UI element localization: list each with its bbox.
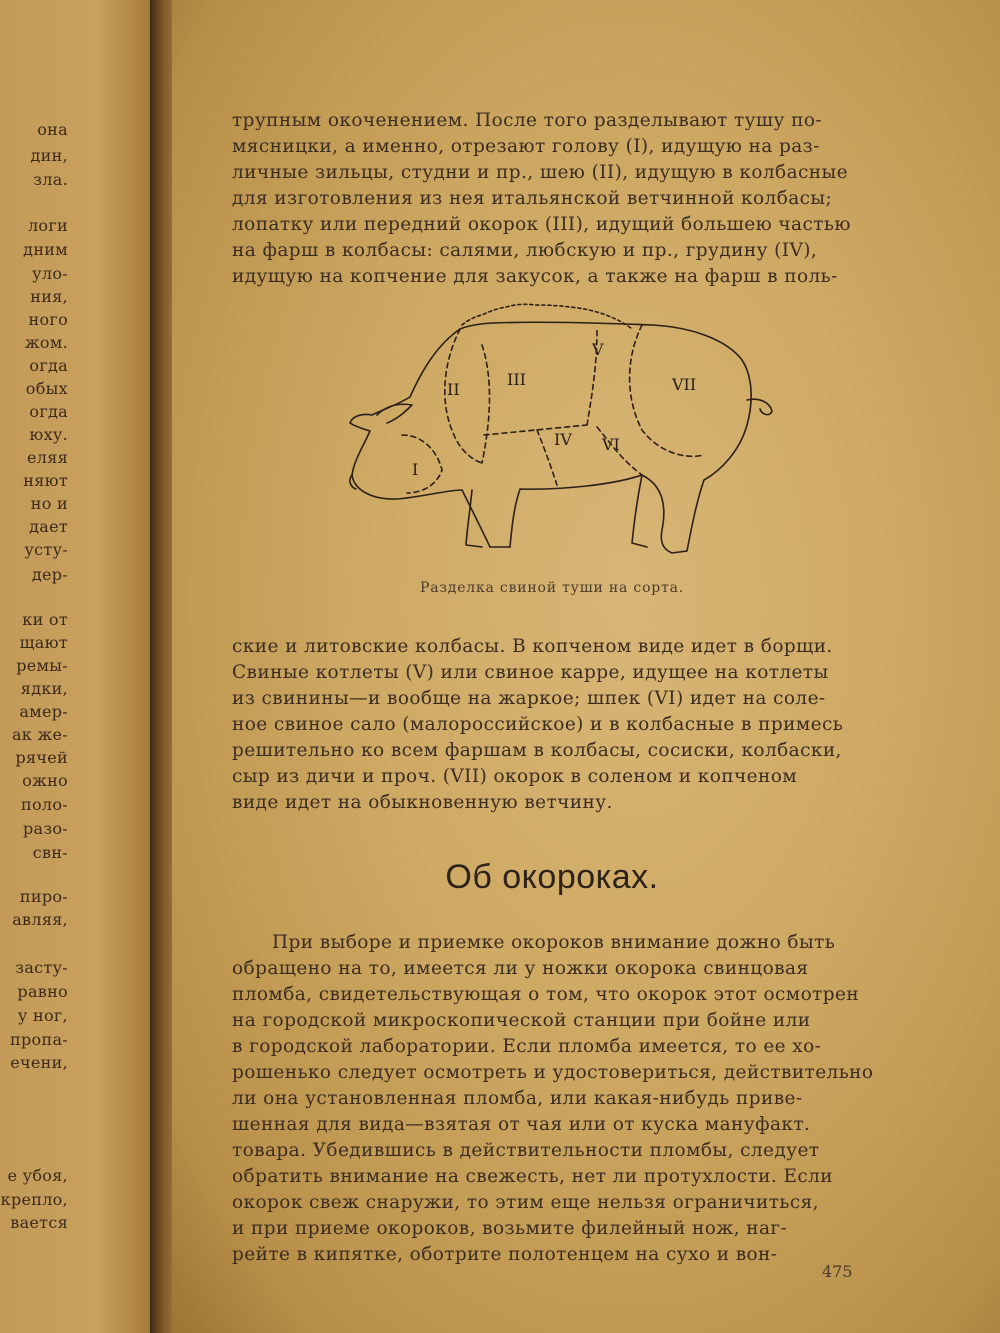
left-fragment: юху.	[29, 425, 68, 444]
text-line: рошенько следует осмотреть и удостовериться, действительно	[232, 1062, 874, 1083]
left-fragment: вается	[10, 1213, 68, 1232]
cut-label-i: I	[412, 460, 419, 479]
left-fragment: логи	[27, 216, 68, 235]
left-fragment: е убоя,	[7, 1166, 68, 1185]
left-fragment: ния,	[30, 287, 68, 306]
left-fragment: ожно	[22, 771, 68, 790]
left-fragment: ки от	[22, 610, 68, 629]
text-line: рейте в кипятке, оботрите полотенцем на сухо и вон-	[232, 1244, 778, 1265]
left-fragment: еляя	[26, 448, 68, 467]
left-fragment: амер-	[19, 702, 68, 721]
left-fragment: обых	[25, 379, 68, 398]
text-line: товара. Убедившись в действительности пломбы, следует	[232, 1140, 820, 1161]
left-fragment: засту-	[15, 958, 68, 977]
left-fragment: дер-	[31, 565, 68, 584]
left-fragment: ядки,	[20, 679, 68, 698]
left-fragment: ремы-	[16, 656, 68, 675]
cut-label-iv: IV	[554, 430, 572, 449]
left-page	[0, 0, 160, 1333]
left-fragment: дин,	[30, 146, 68, 165]
text-line: из свинины—и вообще на жаркое; шпек (VI) идет на соле-	[232, 688, 826, 709]
left-fragment: огда	[29, 356, 68, 375]
cut-label-vi: VI	[602, 435, 620, 454]
left-fragment: ного	[28, 310, 68, 329]
text-line: виде идет на обыкновенную ветчину.	[232, 792, 613, 813]
pig-body-outline	[350, 322, 751, 553]
text-line: обращено на то, имеется ли у ножки окорока свинцовая	[232, 958, 809, 979]
cut-label-ii: II	[447, 380, 460, 399]
text-line: При выборе и приемке окороков внимание дожно быть	[272, 932, 836, 953]
text-line: обратить внимание на свежесть, нет ли протухлости. Если	[232, 1166, 833, 1187]
left-fragment: разо-	[22, 819, 68, 838]
left-fragment: жом.	[24, 333, 68, 352]
cut-label-iii: III	[507, 370, 526, 389]
text-line: сыр из дичи и проч. (VII) окорок в соленом и копченом	[232, 766, 798, 787]
left-fragment: щают	[19, 633, 68, 652]
text-line: ли она установленная пломба, или какая-нибудь приве-	[232, 1088, 803, 1109]
left-fragment: усту-	[24, 540, 68, 559]
left-fragment: но и	[30, 494, 68, 513]
text-line: и при приеме окороков, возьмите филейный нож, наг-	[232, 1218, 788, 1239]
left-fragment: поло-	[21, 795, 68, 814]
left-fragment: она	[37, 120, 68, 139]
left-fragment: равно	[17, 982, 68, 1001]
section-heading: Об окороках.	[445, 858, 659, 896]
text-line: ное свиное сало (малороссийское) и в колбасные в примесь	[232, 714, 844, 735]
cut-label-vii: VII	[672, 375, 697, 394]
text-line: идущую на копчение для закусок, а также на фарш в поль-	[232, 266, 838, 287]
left-fragment: ечени,	[10, 1053, 68, 1072]
text-line: шенная для вида—взятая от чая или от куска мануфакт.	[232, 1114, 811, 1135]
left-fragment: рячей	[15, 748, 68, 767]
text-line: для изготовления из нея итальянской ветчинной колбасы;	[232, 188, 833, 209]
bristles	[462, 304, 632, 329]
left-fragment: няют	[23, 471, 68, 490]
left-fragment: у ног,	[17, 1006, 68, 1025]
left-fragment: авляя,	[12, 910, 68, 929]
right-page	[172, 0, 1000, 1333]
text-line: на фарш в колбасы: салями, любскую и пр., грудину (IV),	[232, 240, 818, 261]
text-line: мясницки, а именно, отрезают голову (I), идущую на раз-	[232, 136, 820, 157]
pig-cuts-diagram	[342, 285, 782, 565]
text-line: лопатку или передний окорок (III), идущий большею частью	[232, 214, 851, 235]
left-fragment: свн-	[32, 843, 68, 862]
left-fragment: пропа-	[10, 1030, 68, 1049]
text-line: на городской микроскопической станции при бойне или	[232, 1010, 811, 1031]
text-line: трупным окоченением. После того разделывают тушу по-	[232, 110, 823, 131]
text-line: пломба, свидетельствующая о том, что окорок этот осмотрен	[232, 984, 860, 1005]
text-line: ские и литовские колбасы. В копченом виде идет в борщи.	[232, 636, 833, 657]
left-fragment: огда	[29, 402, 68, 421]
left-fragment: зла.	[33, 170, 68, 189]
figure-caption: Разделка свиной туши на сорта.	[419, 580, 685, 596]
left-fragment: ак же-	[11, 725, 68, 744]
left-fragment: пиро-	[19, 887, 68, 906]
left-fragment: дает	[29, 517, 68, 536]
text-line: решительно ко всем фаршам в колбасы, сосиски, колбаски,	[232, 740, 842, 761]
left-fragment: уло-	[32, 264, 68, 283]
cut-label-v: V	[592, 340, 604, 359]
left-fragment: крепло,	[0, 1190, 68, 1209]
text-line: окорок свеж снаружи, то этим еще нельзя ограничиться,	[232, 1192, 819, 1213]
text-line: личные зильцы, студни и пр., шею (II), идущую в колбасные	[232, 162, 848, 183]
page-number: 475	[822, 1262, 853, 1281]
text-line: Свиные котлеты (V) или свиное карре, идущее на котлеты	[232, 662, 829, 683]
left-fragment: дним	[23, 240, 68, 259]
text-line: в городской лаборатории. Если пломба имеется, то ее хо-	[232, 1036, 822, 1057]
